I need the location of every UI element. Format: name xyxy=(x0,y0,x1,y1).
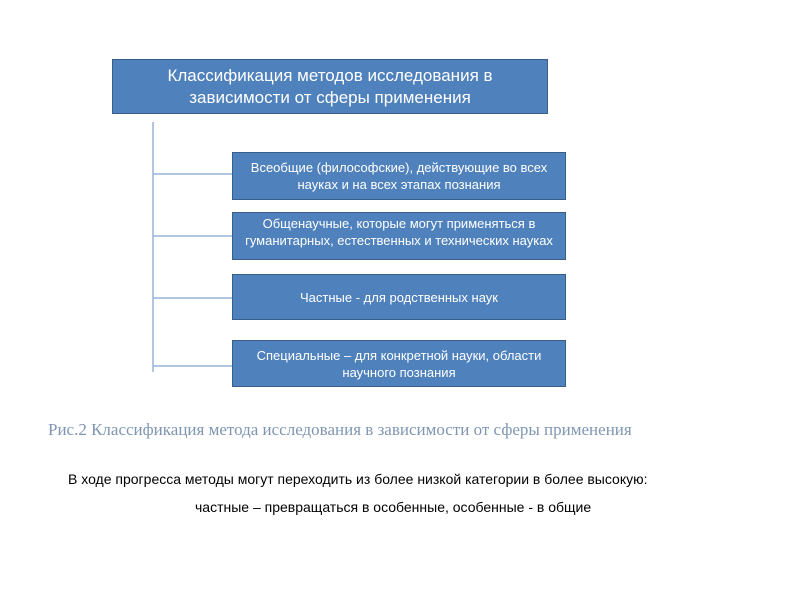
child-box-particular xyxy=(232,274,566,320)
child-label-general-scientific: Общенаучные, которые могут применяться в гуманитарных, естественных и технических науках xyxy=(245,216,553,248)
root-category-label: Классификация методов исследования в зависимости от сферы применения xyxy=(167,65,493,107)
child-label-universal: Всеобщие (философские), действующие во всех науках и на всех этапах познания xyxy=(250,160,548,192)
child-box-general-scientific xyxy=(232,212,566,260)
root-category-box xyxy=(112,59,548,114)
figure-caption: Рис.2 Классификация метода исследования в зависимости от сферы применения xyxy=(48,420,632,439)
child-box-special xyxy=(232,340,566,387)
child-label-special: Специальные – для конкретной науки, области научного познания xyxy=(256,347,542,380)
child-box-universal xyxy=(232,152,566,200)
note-line-1: В ходе прогресса методы могут переходить из более низкой категории в более высокую: xyxy=(68,471,648,487)
child-label-particular: Частные - для родственных наук xyxy=(300,289,498,305)
note-line-2: частные – превращаться в особенные, особенные - в общие xyxy=(195,499,592,515)
